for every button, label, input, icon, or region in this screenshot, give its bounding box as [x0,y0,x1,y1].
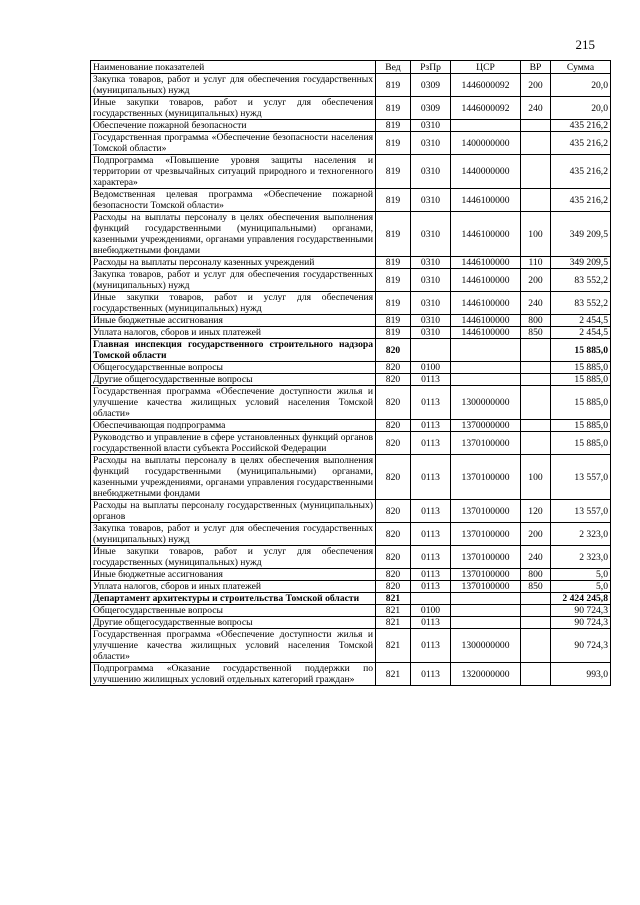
cell-ved: 819 [376,155,411,189]
cell-rzpr: 0113 [411,617,451,629]
cell-vr: 800 [521,569,551,581]
cell-csr: 1300000000 [451,386,521,420]
cell-csr: 1300000000 [451,629,521,663]
cell-rzpr: 0100 [411,362,451,374]
cell-name: Расходы на выплаты персоналу казенных учреждений [91,257,376,269]
cell-vr [521,420,551,432]
cell-ved: 821 [376,605,411,617]
cell-ved: 820 [376,374,411,386]
cell-rzpr [411,339,451,362]
table-row [91,257,611,269]
cell-sum: 15 885,0 [551,432,611,455]
cell-csr: 1446100000 [451,212,521,257]
cell-ved: 819 [376,327,411,339]
table-row [91,339,611,362]
cell-name: Иные закупки товаров, работ и услуг для обеспечения государственных (муниципальных) нужд [91,546,376,569]
cell-csr [451,374,521,386]
cell-rzpr: 0113 [411,455,451,500]
cell-name: Общегосударственные вопросы [91,605,376,617]
cell-sum: 435 216,2 [551,155,611,189]
cell-name: Обеспечивающая подпрограмма [91,420,376,432]
cell-vr [521,432,551,455]
cell-ved: 819 [376,292,411,315]
cell-name: Уплата налогов, сборов и иных платежей [91,327,376,339]
cell-rzpr: 0310 [411,189,451,212]
cell-csr: 1370100000 [451,546,521,569]
cell-sum: 83 552,2 [551,292,611,315]
table-row [91,132,611,155]
cell-vr: 850 [521,327,551,339]
cell-rzpr: 0113 [411,523,451,546]
table-body [91,74,611,686]
cell-csr: 1446100000 [451,269,521,292]
cell-csr: 1320000000 [451,663,521,686]
cell-csr: 1446100000 [451,189,521,212]
cell-name: Государственная программа «Обеспечение безопасности населения Томской области» [91,132,376,155]
cell-vr [521,189,551,212]
cell-vr: 100 [521,212,551,257]
cell-ved: 820 [376,386,411,420]
cell-sum: 90 724,3 [551,605,611,617]
cell-rzpr: 0113 [411,546,451,569]
cell-vr [521,386,551,420]
cell-vr [521,593,551,605]
cell-ved: 820 [376,546,411,569]
cell-name: Обеспечение пожарной безопасности [91,120,376,132]
cell-name: Государственная программа «Обеспечение доступности жилья и улучшение качества жилищных условий населения Томской области» [91,386,376,420]
header-name: Наименование показателей [91,61,376,74]
cell-name: Расходы на выплаты персоналу государственных (муниципальных) органов [91,500,376,523]
cell-rzpr: 0113 [411,374,451,386]
cell-name: Иные бюджетные ассигнования [91,569,376,581]
cell-sum: 349 209,5 [551,257,611,269]
cell-sum: 435 216,2 [551,132,611,155]
header-csr: ЦСР [451,61,521,74]
cell-vr: 800 [521,315,551,327]
table-row [91,569,611,581]
cell-vr: 120 [521,500,551,523]
cell-name: Закупка товаров, работ и услуг для обеспечения государственных (муниципальных) нужд [91,523,376,546]
cell-ved: 820 [376,523,411,546]
table-row [91,663,611,686]
cell-vr: 110 [521,257,551,269]
cell-sum: 435 216,2 [551,189,611,212]
cell-vr [521,663,551,686]
cell-sum: 2 454,5 [551,327,611,339]
cell-rzpr: 0309 [411,74,451,97]
cell-vr [521,132,551,155]
cell-sum: 20,0 [551,74,611,97]
cell-name: Ведомственная целевая программа «Обеспечение пожарной безопасности Томской области» [91,189,376,212]
cell-vr [521,120,551,132]
cell-ved: 820 [376,569,411,581]
cell-name: Государственная программа «Обеспечение доступности жилья и улучшение качества жилищных условий населения Томской области» [91,629,376,663]
cell-ved: 819 [376,97,411,120]
cell-ved: 819 [376,212,411,257]
cell-vr: 850 [521,581,551,593]
cell-csr: 1446000092 [451,74,521,97]
cell-name: Другие общегосударственные вопросы [91,374,376,386]
cell-name: Подпрограмма «Повышение уровня защиты населения и территории от чрезвычайных ситуаций природного и техногенного характера» [91,155,376,189]
cell-rzpr: 0310 [411,327,451,339]
table-row [91,500,611,523]
cell-ved: 819 [376,315,411,327]
cell-csr: 1446000092 [451,97,521,120]
cell-ved: 819 [376,132,411,155]
table-row [91,212,611,257]
cell-name: Иные бюджетные ассигнования [91,315,376,327]
table-row [91,386,611,420]
cell-ved: 820 [376,339,411,362]
cell-vr: 240 [521,292,551,315]
cell-sum: 15 885,0 [551,420,611,432]
cell-csr [451,120,521,132]
table-row [91,155,611,189]
cell-ved: 820 [376,500,411,523]
cell-sum: 2 323,0 [551,546,611,569]
cell-csr: 1370000000 [451,420,521,432]
cell-name: Подпрограмма «Оказание государственной поддержки по улучшению жилищных условий отдельных категорий граждан» [91,663,376,686]
header-rzpr: РзПр [411,61,451,74]
cell-name: Иные закупки товаров, работ и услуг для обеспечения государственных (муниципальных) нужд [91,292,376,315]
cell-rzpr: 0113 [411,663,451,686]
cell-rzpr: 0113 [411,629,451,663]
cell-vr [521,605,551,617]
cell-name: Закупка товаров, работ и услуг для обеспечения государственных (муниципальных) нужд [91,74,376,97]
cell-rzpr: 0113 [411,569,451,581]
cell-name: Иные закупки товаров, работ и услуг для обеспечения государственных (муниципальных) нужд [91,97,376,120]
cell-csr: 1370100000 [451,581,521,593]
cell-ved: 820 [376,581,411,593]
cell-name: Другие общегосударственные вопросы [91,617,376,629]
cell-name: Расходы на выплаты персоналу в целях обеспечения выполнения функций государственными (муниципальными) органами, казенными учреждениями, органами управления государственными внебюджетными фондами [91,455,376,500]
cell-csr [451,362,521,374]
table-row [91,420,611,432]
cell-sum: 15 885,0 [551,386,611,420]
cell-ved: 819 [376,257,411,269]
cell-ved: 819 [376,120,411,132]
table-header-row [91,61,611,74]
cell-csr [451,617,521,629]
cell-rzpr: 0113 [411,581,451,593]
cell-rzpr [411,593,451,605]
cell-ved: 820 [376,432,411,455]
cell-vr: 200 [521,74,551,97]
cell-ved: 819 [376,189,411,212]
table-row [91,455,611,500]
cell-vr [521,339,551,362]
cell-rzpr: 0310 [411,257,451,269]
cell-rzpr: 0310 [411,269,451,292]
cell-sum: 13 557,0 [551,455,611,500]
cell-sum: 2 424 245,8 [551,593,611,605]
cell-rzpr: 0310 [411,120,451,132]
cell-csr: 1400000000 [451,132,521,155]
cell-csr: 1370100000 [451,455,521,500]
cell-rzpr: 0310 [411,315,451,327]
header-sum: Сумма [551,61,611,74]
cell-ved: 821 [376,663,411,686]
table-row [91,432,611,455]
cell-vr [521,629,551,663]
table-row [91,362,611,374]
cell-sum: 13 557,0 [551,500,611,523]
cell-csr [451,339,521,362]
table-row [91,581,611,593]
cell-sum: 83 552,2 [551,269,611,292]
cell-rzpr: 0113 [411,386,451,420]
header-vr: ВР [521,61,551,74]
cell-vr [521,362,551,374]
cell-csr: 1446100000 [451,315,521,327]
cell-ved: 821 [376,617,411,629]
cell-sum: 15 885,0 [551,339,611,362]
cell-ved: 821 [376,629,411,663]
cell-rzpr: 0100 [411,605,451,617]
cell-rzpr: 0310 [411,212,451,257]
table-row [91,189,611,212]
cell-csr: 1370100000 [451,500,521,523]
cell-vr: 100 [521,455,551,500]
cell-ved: 819 [376,74,411,97]
cell-name: Главная инспекция государственного строительного надзора Томской области [91,339,376,362]
cell-csr: 1440000000 [451,155,521,189]
table-row [91,546,611,569]
cell-rzpr: 0309 [411,97,451,120]
cell-rzpr: 0113 [411,420,451,432]
table-row [91,523,611,546]
cell-sum: 15 885,0 [551,374,611,386]
cell-sum: 993,0 [551,663,611,686]
cell-csr: 1370100000 [451,523,521,546]
table-row [91,629,611,663]
header-ved: Вед [376,61,411,74]
table-row [91,605,611,617]
table-row [91,74,611,97]
cell-sum: 2 454,5 [551,315,611,327]
table-row [91,374,611,386]
cell-ved: 821 [376,593,411,605]
cell-vr: 240 [521,546,551,569]
cell-vr [521,374,551,386]
cell-sum: 90 724,3 [551,617,611,629]
table-row [91,292,611,315]
cell-csr: 1446100000 [451,257,521,269]
cell-sum: 5,0 [551,569,611,581]
table-row [91,327,611,339]
cell-name: Расходы на выплаты персоналу в целях обеспечения выполнения функций государственными (муниципальными) органами, казенными учреждениями, органами управления государственными внебюджетными фондами [91,212,376,257]
cell-name: Департамент архитектуры и строительства Томской области [91,593,376,605]
cell-csr: 1446100000 [451,327,521,339]
cell-rzpr: 0310 [411,132,451,155]
cell-ved: 820 [376,455,411,500]
cell-rzpr: 0113 [411,432,451,455]
cell-vr: 200 [521,269,551,292]
cell-name: Общегосударственные вопросы [91,362,376,374]
cell-vr [521,155,551,189]
cell-name: Закупка товаров, работ и услуг для обеспечения государственных (муниципальных) нужд [91,269,376,292]
cell-csr: 1370100000 [451,432,521,455]
cell-csr: 1370100000 [451,569,521,581]
cell-csr [451,593,521,605]
cell-sum: 349 209,5 [551,212,611,257]
budget-table [90,60,611,686]
cell-ved: 820 [376,362,411,374]
cell-sum: 2 323,0 [551,523,611,546]
cell-vr: 200 [521,523,551,546]
table-row [91,120,611,132]
cell-ved: 820 [376,420,411,432]
cell-csr [451,605,521,617]
page-number: 215 [575,37,595,52]
cell-ved: 819 [376,269,411,292]
table-row [91,315,611,327]
cell-name: Уплата налогов, сборов и иных платежей [91,581,376,593]
cell-rzpr: 0310 [411,155,451,189]
cell-vr [521,617,551,629]
cell-name: Руководство и управление в сфере установленных функций органов государственной власти субъекта Российской Федерации [91,432,376,455]
cell-vr: 240 [521,97,551,120]
table-row [91,97,611,120]
cell-rzpr: 0310 [411,292,451,315]
cell-sum: 5,0 [551,581,611,593]
table-row [91,617,611,629]
cell-rzpr: 0113 [411,500,451,523]
table-row [91,593,611,605]
cell-sum: 15 885,0 [551,362,611,374]
cell-sum: 20,0 [551,97,611,120]
cell-csr: 1446100000 [451,292,521,315]
cell-sum: 90 724,3 [551,629,611,663]
cell-sum: 435 216,2 [551,120,611,132]
table-row [91,269,611,292]
